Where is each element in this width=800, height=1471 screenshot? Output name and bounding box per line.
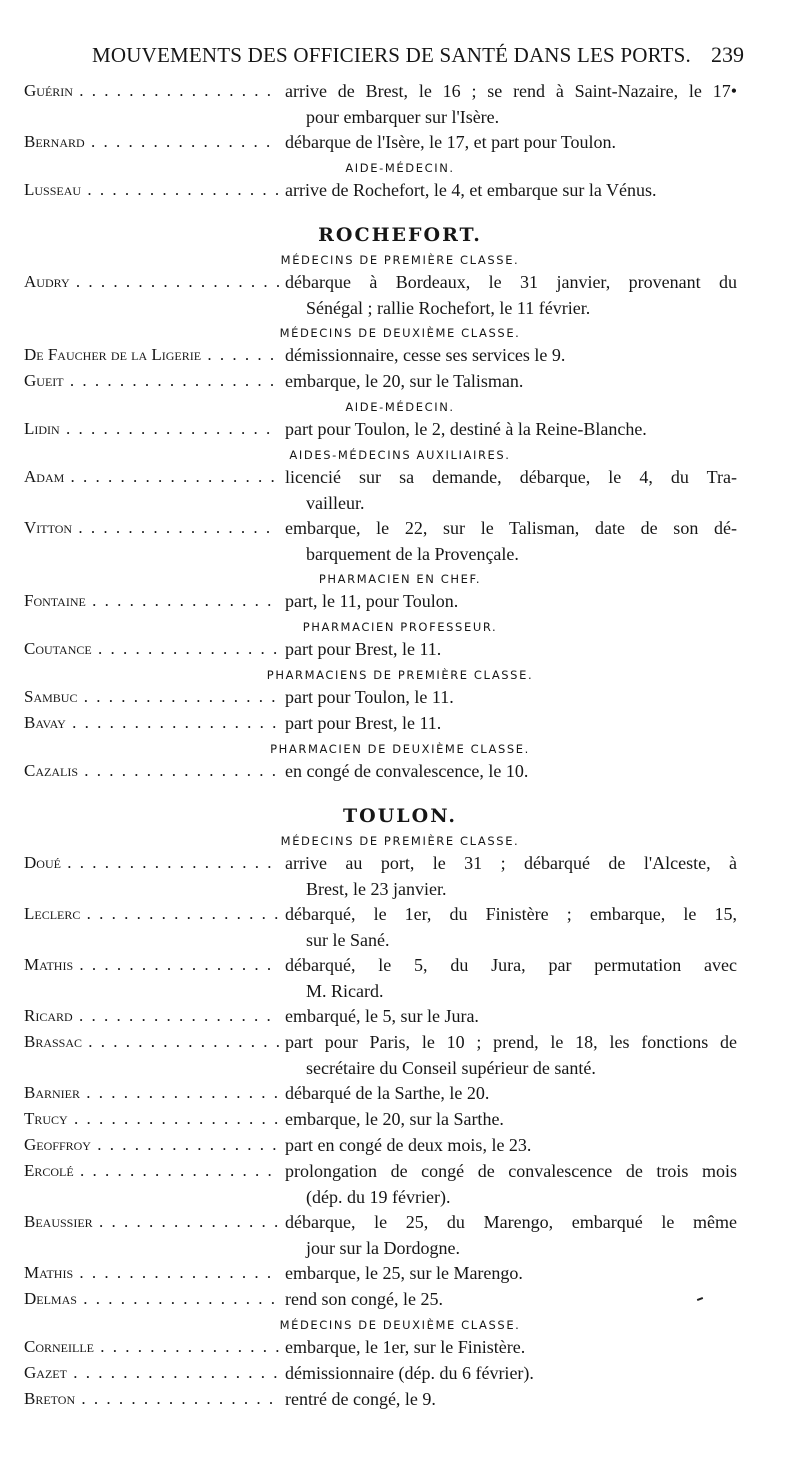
movement-text: démissionnaire (dép. du 6 février). bbox=[285, 1363, 534, 1383]
movement-entry bbox=[0, 344, 800, 370]
movement-text: rend son congé, le 25. bbox=[285, 1289, 443, 1309]
rank-subheading: PHARMACIEN DE DEUXIÈME CLASSE. bbox=[270, 742, 530, 756]
movement-entry bbox=[0, 466, 800, 492]
officer-name: Adam . . . bbox=[24, 467, 279, 487]
movement-text: prolongation de congé de convalescence de trois mois bbox=[285, 1161, 737, 1181]
movement-entry bbox=[0, 638, 800, 664]
rank-subheading: AIDE-MÉDECIN. bbox=[345, 161, 455, 175]
officer-name: Vitton . . . bbox=[24, 518, 279, 538]
movement-entry bbox=[0, 1336, 800, 1362]
officer-name: Bernard . . . bbox=[24, 132, 279, 152]
officer-name: Ricard . . . bbox=[24, 1006, 279, 1026]
movement-text: embarqué, le 5, sur le Jura. bbox=[285, 1006, 479, 1026]
officer-name: Trucy . . . bbox=[24, 1109, 279, 1129]
movement-text: secrétaire du Conseil supérieur de santé. bbox=[306, 1058, 596, 1078]
movement-entry bbox=[0, 1288, 800, 1314]
officer-name: Mathis . . . bbox=[24, 1263, 279, 1283]
officer-name: Mathis . . . bbox=[24, 955, 279, 975]
movement-text: part pour Toulon, le 2, destiné à la Reine-Blanche. bbox=[285, 419, 647, 439]
movement-text: part en congé de deux mois, le 23. bbox=[285, 1135, 532, 1155]
movement-text: arrive au port, le 31 ; débarqué de l'Alceste, à bbox=[285, 853, 737, 873]
officer-name: Audry . . . bbox=[24, 272, 279, 292]
officer-name: Brassac . . . bbox=[24, 1032, 279, 1052]
page-number: 239 bbox=[711, 42, 744, 67]
entry-continuation bbox=[0, 1057, 800, 1082]
officer-name: Coutance . . . bbox=[24, 639, 279, 659]
movement-entry bbox=[0, 1031, 800, 1057]
movement-text: part pour Brest, le 11. bbox=[285, 713, 442, 733]
header-title: MOUVEMENTS DES OFFICIERS DE SANTÉ DANS LES PORTS. bbox=[92, 43, 691, 67]
movement-entry bbox=[0, 590, 800, 616]
movement-text: part pour Brest, le 11. bbox=[285, 639, 442, 659]
officer-name: Corneille . . . bbox=[24, 1337, 279, 1357]
entry-continuation bbox=[0, 543, 800, 568]
officer-name: Fontaine . . . bbox=[24, 591, 279, 611]
movement-entry bbox=[0, 1262, 800, 1288]
officer-name: Guérin . . . bbox=[24, 81, 279, 101]
officer-name: De Faucher de la Ligerie . . . bbox=[24, 345, 279, 365]
officer-name: Doué . . . bbox=[24, 853, 279, 873]
officer-name: Gueit . . . bbox=[24, 371, 279, 391]
movement-text: débarqué, le 1er, du Finistère ; embarque, le 15, bbox=[285, 904, 737, 924]
movement-text: vailleur. bbox=[306, 493, 365, 513]
rank-subheading: AIDES-MÉDECINS AUXILIAIRES. bbox=[289, 448, 511, 462]
movement-entry bbox=[0, 370, 800, 396]
movement-entry bbox=[0, 1362, 800, 1388]
movement-text: (dép. du 19 février). bbox=[306, 1187, 451, 1207]
movement-entry bbox=[0, 903, 800, 929]
movement-text: débarqué, le 5, du Jura, par permutation avec bbox=[285, 955, 737, 975]
movement-entry bbox=[0, 1005, 800, 1031]
movement-entry bbox=[0, 852, 800, 878]
movement-text: arrive de Brest, le 16 ; se rend à Saint-Nazaire, le 17• bbox=[285, 81, 737, 101]
officer-name: Bavay . . . bbox=[24, 713, 279, 733]
rank-subheading: MÉDECINS DE DEUXIÈME CLASSE. bbox=[279, 326, 521, 340]
entry-continuation bbox=[0, 1186, 800, 1211]
rank-subheading: PHARMACIENS DE PREMIÈRE CLASSE. bbox=[266, 668, 534, 682]
movement-entry bbox=[0, 517, 800, 543]
entry-continuation bbox=[0, 929, 800, 954]
port-heading: ROCHEFORT. bbox=[318, 224, 482, 246]
movement-entry bbox=[0, 1082, 800, 1108]
entry-continuation bbox=[0, 297, 800, 322]
movement-text: débarque, le 25, du Marengo, embarqué le même bbox=[285, 1212, 737, 1232]
officer-name: Gazet . . . bbox=[24, 1363, 279, 1383]
movement-text: rentré de congé, le 9. bbox=[285, 1389, 436, 1409]
movement-text: embarque, le 1er, sur le Finistère. bbox=[285, 1337, 526, 1357]
movement-entry bbox=[0, 686, 800, 712]
port-heading: TOULON. bbox=[343, 805, 457, 827]
movement-entry bbox=[0, 131, 800, 157]
entry-continuation bbox=[0, 1237, 800, 1262]
page-content bbox=[0, 80, 800, 1414]
movement-entry bbox=[0, 1211, 800, 1237]
movement-text: Sénégal ; rallie Rochefort, le 11 février. bbox=[306, 298, 591, 318]
officer-name: Lidin . . . bbox=[24, 419, 279, 439]
movement-text: jour sur la Dordogne. bbox=[306, 1238, 460, 1258]
rank-subheading: AIDE-MÉDECIN. bbox=[345, 400, 455, 414]
movement-text: M. Ricard. bbox=[306, 981, 384, 1001]
movement-entry bbox=[0, 271, 800, 297]
entry-continuation bbox=[0, 492, 800, 517]
officer-name: Lusseau . . . bbox=[24, 180, 279, 200]
officer-name: Leclerc . . . bbox=[24, 904, 279, 924]
rank-subheading: MÉDECINS DE PREMIÈRE CLASSE. bbox=[280, 834, 520, 848]
movement-text: part pour Toulon, le 11. bbox=[285, 687, 454, 707]
movement-text: barquement de la Provençale. bbox=[306, 544, 519, 564]
movement-text: part, le 11, pour Toulon. bbox=[285, 591, 459, 611]
entry-continuation bbox=[0, 980, 800, 1005]
movement-text: embarque, le 22, sur le Talisman, date de son dé- bbox=[285, 518, 737, 538]
movement-text: débarque de l'Isère, le 17, et part pour Toulon. bbox=[285, 132, 617, 152]
movement-entry bbox=[0, 80, 800, 106]
officer-name: Ercolé . . . bbox=[24, 1161, 279, 1181]
movement-text: en congé de convalescence, le 10. bbox=[285, 761, 529, 781]
officer-name: Beaussier . . . bbox=[24, 1212, 279, 1232]
officer-name: Sambuc . . . bbox=[24, 687, 279, 707]
officer-name: Delmas . . . bbox=[24, 1289, 279, 1309]
officer-name: Breton . . . bbox=[24, 1389, 279, 1409]
movement-text: embarque, le 20, sur la Sarthe. bbox=[285, 1109, 504, 1129]
officer-name: Cazalis . . . bbox=[24, 761, 279, 781]
movement-entry bbox=[0, 1134, 800, 1160]
movement-text: part pour Paris, le 10 ; prend, le 18, les fonctions de bbox=[285, 1032, 737, 1052]
movement-entry bbox=[0, 1160, 800, 1186]
running-header bbox=[92, 42, 744, 76]
movement-text: sur le Sané. bbox=[306, 930, 390, 950]
rank-subheading: MÉDECINS DE PREMIÈRE CLASSE. bbox=[280, 253, 520, 267]
movement-text: Brest, le 23 janvier. bbox=[306, 879, 447, 899]
officer-name: Barnier . . . bbox=[24, 1083, 279, 1103]
rank-subheading: PHARMACIEN EN CHEF. bbox=[318, 572, 482, 586]
movement-text: licencié sur sa demande, débarque, le 4, du Tra- bbox=[285, 467, 737, 487]
movement-entry bbox=[0, 1388, 800, 1414]
movement-text: démissionnaire, cesse ses services le 9. bbox=[285, 345, 566, 365]
entry-continuation bbox=[0, 878, 800, 903]
movement-entry bbox=[0, 179, 800, 205]
officer-name: Geoffroy . . . bbox=[24, 1135, 279, 1155]
movement-entry bbox=[0, 712, 800, 738]
rank-subheading: MÉDECINS DE DEUXIÈME CLASSE. bbox=[279, 1318, 521, 1332]
movement-text: embarque, le 25, sur le Marengo. bbox=[285, 1263, 523, 1283]
movement-text: arrive de Rochefort, le 4, et embarque sur la Vénus. bbox=[285, 180, 657, 200]
movement-text: débarque à Bordeaux, le 31 janvier, provenant du bbox=[285, 272, 737, 292]
movement-entry bbox=[0, 1108, 800, 1134]
entry-continuation bbox=[0, 106, 800, 131]
movement-entry bbox=[0, 418, 800, 444]
movement-text: embarque, le 20, sur le Talisman. bbox=[285, 371, 524, 391]
movement-text: débarqué de la Sarthe, le 20. bbox=[285, 1083, 490, 1103]
movement-entry bbox=[0, 954, 800, 980]
movement-text: pour embarquer sur l'Isère. bbox=[306, 107, 500, 127]
movement-entry bbox=[0, 760, 800, 786]
rank-subheading: PHARMACIEN PROFESSEUR. bbox=[302, 620, 498, 634]
